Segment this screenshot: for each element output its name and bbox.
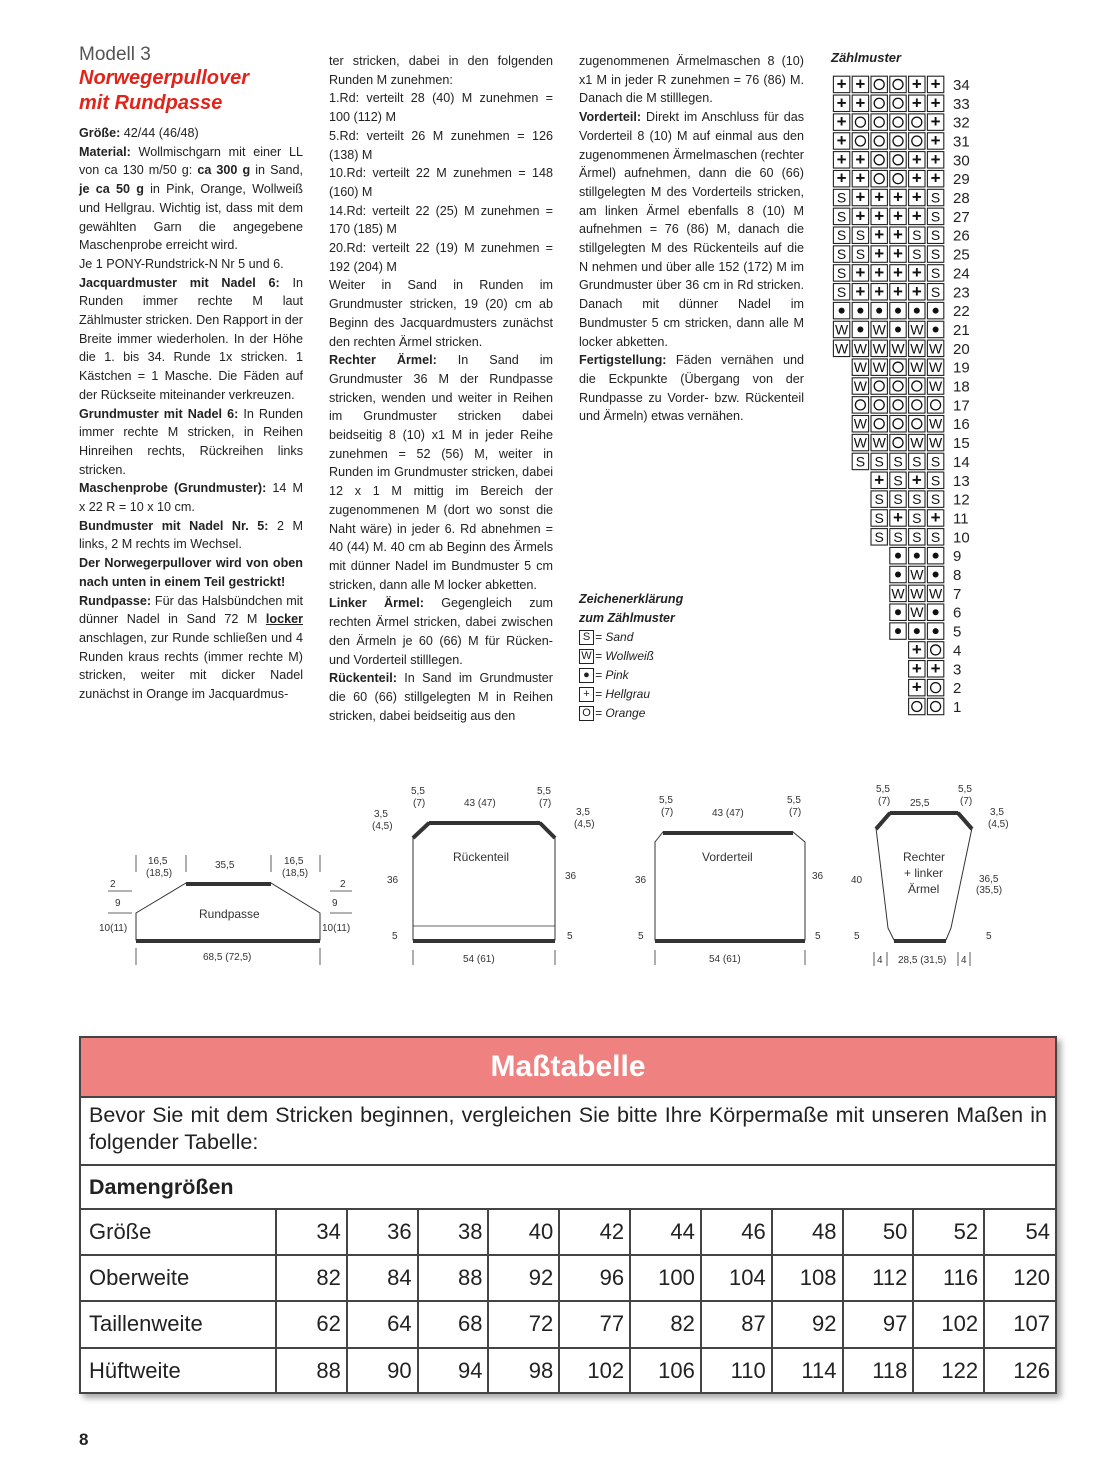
piece-label: + linker [904,866,944,880]
table-cell: 52 [913,1210,984,1255]
table-cell: 112 [843,1255,914,1301]
table-cell: 90 [347,1348,418,1393]
grey-stitch: + [855,93,866,113]
chart-row-number: 16 [953,416,970,434]
table-cell: 107 [984,1301,1055,1347]
chart-row-number: 7 [953,585,962,603]
table-cell: 46 [701,1210,772,1255]
grey-stitch: + [855,187,866,207]
dim: 5,5 [411,786,425,797]
dim: 16,5 [284,856,304,867]
table-title: Maßtabelle [81,1038,1055,1098]
table-cell: 34 [276,1210,347,1255]
dim: 3,5 [374,809,388,820]
size-paragraph: Größe: 42/44 (46/48) [79,126,199,140]
front-schematic [635,795,824,965]
chart-row-number: 6 [953,604,962,622]
table-cell: 72 [488,1301,559,1347]
grey-stitch: + [911,262,922,282]
white-stitch: W [928,434,943,451]
table-cell: 92 [488,1255,559,1301]
dim: 5,5 [876,784,890,795]
sand-stitch: S [836,189,847,206]
sand-stitch: S [893,472,903,489]
finishing-paragraph: Fertigstellung: Fäden vernähen und die Eckpunkte (Übergang von der Rundpasse zu Vorder- bzw. Rückenteil und Ärmeln) etwas vernähen. [579,353,804,424]
sand-stitch: S [893,491,903,508]
table-cell: 48 [772,1210,843,1255]
table-cell: 84 [347,1255,418,1301]
grey-stitch: + [911,639,922,659]
white-stitch: W [928,585,943,602]
grey-stitch: + [855,74,866,94]
sand-stitch: S [836,283,847,300]
grey-stitch: + [911,187,922,207]
dim: 35,5 [215,860,235,871]
table-cell: 126 [1013,1357,1050,1383]
chart-row-number: 18 [953,378,970,396]
grey-stitch: + [855,281,866,301]
chart-row-number: 24 [953,265,970,283]
table-cell: 68 [418,1301,489,1347]
white-stitch: W [853,378,868,395]
grey-stitch: + [836,93,847,113]
dim: 5,5 [787,795,801,806]
sand-stitch: S [930,453,941,470]
sand-stitch: S [855,453,866,470]
chart-row-number: 22 [953,303,970,321]
front-paragraph: Vorderteil: Direkt im Anschluss für das Vorderteil 8 (10) M auf einmal aus den zugenommenen Ärmelmaschen (rechter Ärmel) aufnehmen, dann die 60 (66) stillgelegten M des Vorderteils stricken, am linken Ärmel ebenfalls 8 (10) M aufnehmen = 76 (86) M, danach die stillgelegten M des Rückenteils auf die N nehmen und über alle 152 (172) M im Grundmuster über 36 cm in Rd stricken. Danach mit dünner Nadel im Bundmuster 5 cm stricken, dann alle M locker abketten. [579,110,804,349]
dim: (18,5) [146,868,173,879]
dim: 5 [567,931,573,942]
row-label: Größe [81,1210,276,1255]
sand-stitch: S [912,509,922,526]
sleeve-schematic [851,784,1009,966]
chart-row-number: 4 [953,642,962,660]
dim: 3,5 [576,807,590,818]
sand-stitch: S [930,208,941,225]
dim: 5,5 [958,784,972,795]
table-cell: 98 [488,1348,559,1393]
chart-row-number: 33 [953,95,970,113]
chart-row-number: 23 [953,284,970,302]
grey-stitch: + [836,130,847,150]
table-cell: 122 [913,1348,984,1393]
dim: (4,5) [574,819,595,830]
chart-row-number: 17 [953,397,970,415]
sand-stitch: S [836,264,847,281]
dim: 36 [812,871,824,882]
round-20: 20.Rd: verteilt 22 (19) M zunehmen = 192 (204) M [329,241,553,274]
table-row [81,1348,1055,1393]
chart-row-number: 10 [953,529,970,547]
table-row [81,1210,1055,1255]
increase-intro: ter stricken, dabei in den folgenden Runden M zunehmen: [329,54,553,87]
white-stitch: W [910,321,924,338]
dim: 54 (61) [463,954,495,965]
grey-stitch: + [836,112,847,132]
dim: 43 (47) [464,798,496,809]
chart-row-number: 32 [953,114,970,132]
grey-stitch: + [874,262,885,282]
chart-title: Zählmuster [831,50,902,65]
white-stitch: W [928,415,943,432]
legend-item: W = Wollweiß [579,647,683,666]
table-cell: 104 [701,1255,772,1301]
sand-stitch: S [893,453,903,470]
grey-stitch: + [911,206,922,226]
sand-stitch: S [912,491,922,508]
sand-stitch: S [912,528,922,545]
legend-title: Zeichenerklärung [579,592,684,606]
table-cell: 88 [276,1348,347,1393]
table-cell: 110 [701,1348,772,1393]
dim: (7) [960,796,973,807]
needles-paragraph: Je 1 PONY-Rundstrick-N Nr 5 und 6. [79,256,284,271]
white-stitch: W [834,321,849,338]
right-sleeve-paragraph: Rechter Ärmel: In Sand im Grundmuster 36 M der Rundpasse stricken, wenden und weiter in Reihen im Grundmuster stricken dabei beidseitig 8 (10) x1 M in jeder Reihe zunehmen = 52 (56) M, weiter in Runden im Grundmuster stricken, dabei 12 x 1 M mittig im Bereich der zugenommenen M (dort wo sonst die Naht wäre) in jeder 6. Rd abnehmen = 40 (44) M. 40 cm ab Beginn des Ärmels mit dünner Nadel im Bundmuster 5 cm stricken, dann alle M locker abketten. [329,353,553,592]
sand-stitch: S [874,453,884,470]
sand-stitch: S [912,227,922,244]
dim: 25,5 [910,798,930,809]
dim: 5 [815,931,821,942]
dim: 10(11) [99,923,128,934]
page-number: 8 [79,1430,89,1449]
chart-row-number: 27 [953,208,970,226]
size-grid [81,1210,1055,1393]
grey-stitch: + [893,281,903,301]
chart-row-number: 19 [953,359,970,377]
white-stitch: W [853,359,868,376]
grey-stitch: + [911,470,922,490]
dim: 5 [854,931,860,942]
table-cell: 116 [913,1255,984,1301]
grey-stitch: + [911,149,922,169]
pattern-title: Norwegerpullover mit Rundpasse [79,67,250,114]
grey-stitch: + [930,112,941,132]
continue-paragraph: Weiter in Sand in Runden im Grundmuster stricken, 19 (20) cm ab Beginn des Jacquardmusters zunächst den rechten Ärmel stricken. [329,278,553,349]
yoke-paragraph: Rundpasse: Für das Halsbündchen mit dünner Nadel in Sand 72 M locker anschlagen, zur Runde schließen und 4 Runden kraus rechts (immer rechte M) stricken, weiter mit dicker Nadel zunächst in Orange im Jacquardmus- [79,593,303,702]
table-cell: 102 [913,1301,984,1347]
dim: 40 [851,875,863,886]
dim: 4 [877,955,883,966]
chart-row-number: 9 [953,548,962,566]
chart-row-number: 2 [953,680,962,698]
dim: (7) [878,796,891,807]
dim: 3,5 [990,807,1004,818]
sand-stitch: S [855,246,866,263]
dim: (7) [661,807,674,818]
piece-label: Ärmel [908,882,940,896]
white-stitch: W [910,359,924,376]
piece-label: Rückenteil [453,850,510,864]
table-cell: 118 [843,1348,914,1393]
chart-row-number: 11 [953,510,969,528]
basic-pattern-paragraph: Grundmuster mit Nadel 6: In Runden immer rechte M stricken, in Reihen Hinreihen rechts, Rückreihen links stricken. [79,406,303,477]
white-stitch: W [834,340,849,357]
legend-item: ● = Pink [579,666,683,685]
white-stitch: W [910,585,924,602]
table-cell: 50 [843,1210,914,1255]
grey-stitch: + [930,149,941,169]
dim: 36 [635,875,647,886]
grey-stitch: + [855,262,866,282]
grey-stitch: + [911,74,922,94]
table-cell: 120 [984,1255,1055,1301]
chart-row-number: 21 [953,321,970,339]
table-cell: 82 [276,1255,347,1301]
dim: (18,5) [282,868,309,879]
chart-row-number: 26 [953,227,970,245]
table-cell: 88 [418,1255,489,1301]
white-stitch: W [928,378,943,395]
chart-row-number: 5 [953,623,962,641]
dim: 36 [387,875,399,886]
sand-stitch: S [874,528,884,545]
chart-row-number: 28 [953,190,970,208]
grey-stitch: + [874,187,885,207]
piece-label: Rechter [903,850,946,864]
chart-row-number: 29 [953,171,970,189]
sand-stitch: S [930,491,941,508]
grey-stitch: + [911,658,922,678]
grey-stitch: + [893,187,903,207]
dim: (4,5) [372,821,393,832]
table-cell: 62 [276,1301,347,1347]
table-cell: 97 [843,1301,914,1347]
grey-stitch: + [930,74,941,94]
dim: (4,5) [988,819,1009,830]
back-schematic [372,786,595,965]
dim: 28,5 (31,5) [898,955,947,966]
rib-paragraph: Bundmuster mit Nadel Nr. 5: 2 M links, 2 M rechts im Wechsel. [79,518,303,552]
legend-item: S = Sand [579,628,683,647]
sand-stitch: S [930,189,941,206]
white-stitch: W [910,604,924,621]
sand-stitch: S [912,246,922,263]
table-cell: 40 [488,1210,559,1255]
grey-stitch: + [893,507,903,527]
chart-row-number: 12 [953,491,970,509]
sand-stitch: S [836,208,847,225]
dim: 10(11) [322,923,351,934]
grey-stitch: + [911,677,922,697]
grey-stitch: + [836,74,847,94]
sand-stitch: S [930,264,941,281]
row-label: Taillenweite [81,1301,276,1347]
sand-stitch: S [930,283,941,300]
note-paragraph: Der Norwegerpullover wird von oben nach unten in einem Teil gestrickt! [79,556,303,589]
piece-label: Rundpasse [199,907,260,921]
back-paragraph: Rückenteil: In Sand im Grundmuster die 60 (66) stillgelegten M in Reihen stricken, dabei beidseitig aus den [329,671,553,723]
sand-stitch: S [930,528,941,545]
table-cell: 94 [418,1348,489,1393]
sand-stitch: S [874,509,884,526]
white-stitch: W [928,340,943,357]
table-row [81,1301,1055,1347]
sand-stitch: S [930,227,941,244]
sand-stitch: S [855,227,866,244]
dim: (7) [413,798,426,809]
legend-item: + = Hellgrau [579,685,683,704]
table-cell: 114 [772,1348,843,1393]
white-stitch: W [910,434,924,451]
sand-stitch: S [912,453,922,470]
table-cell: 96 [559,1255,630,1301]
chart-row-number: 31 [953,133,970,151]
table-cell: 42 [559,1210,630,1255]
dim: (7) [539,798,552,809]
sand-stitch: S [836,227,847,244]
dim: 68,5 (72,5) [203,952,252,963]
dim: 36 [565,871,577,882]
dim: (35,5) [976,885,1003,896]
left-sleeve-paragraph: Linker Ärmel: Gegengleich zum rechten Ärmel stricken, dabei zwischen den Ärmeln je 60 (66) M für Rücken- und Vorderteil stilllegen. [329,596,553,667]
chart-row-number: 30 [953,152,970,170]
dim: 5 [638,931,644,942]
table-intro: Bevor Sie mit dem Stricken beginnen, vergleichen Sie bitte Ihre Körpermaße mit unseren Maßen in folgender Tabelle: [81,1098,1055,1166]
chart-row-number: 1 [953,698,962,716]
dim: 16,5 [148,856,168,867]
dim: 5 [392,931,398,942]
chart-row-number: 34 [953,76,970,94]
gauge-paragraph: Maschenprobe (Grundmuster): 14 M x 22 R = 10 x 10 cm. [79,481,304,515]
grey-stitch: + [836,168,847,188]
back-continued: zugenommenen Ärmelmaschen 8 (10) x1 M in jeder R zunehmen = 76 (86) M. Danach die M stilllegen. [579,54,804,106]
grey-stitch: + [874,225,885,245]
white-stitch: W [910,566,924,583]
dim: 36,5 [979,874,999,885]
white-stitch: W [891,585,905,602]
dim: 4 [961,955,967,966]
white-stitch: W [872,359,886,376]
grey-stitch: + [893,244,903,264]
piece-label: Vorderteil [702,850,753,864]
grey-stitch: + [930,168,941,188]
table-cell: 82 [630,1301,701,1347]
legend-item: O = Orange [579,704,683,723]
round-5: 5.Rd: verteilt 26 M zunehmen = 126 (138) M [329,128,553,162]
yoke-schematic [99,855,352,965]
white-stitch: W [853,434,868,451]
grey-stitch: + [893,225,903,245]
table-cell: 64 [347,1301,418,1347]
grey-stitch: + [874,206,885,226]
table-cell: 36 [347,1210,418,1255]
sand-stitch: S [874,491,884,508]
table-cell: 44 [630,1210,701,1255]
grey-stitch: + [930,507,941,527]
grey-stitch: + [855,149,866,169]
table-cell: 100 [630,1255,701,1301]
table-cell: 87 [701,1301,772,1347]
grey-stitch: + [874,244,885,264]
chart-row-number: 3 [953,661,962,679]
jacquard-paragraph: Jacquardmuster mit Nadel 6: In Runden immer rechte M laut Zählmuster stricken. Den Rapport in der Breite immer wiederholen. In der Höhe die 1. bis 34. Runde 1x stricken. 1 Kästchen = 1 Masche. Die Fäden auf der Rückseite miteinander verkreuzen. [79,275,303,402]
chart-row-number: 14 [953,453,970,471]
grey-stitch: + [911,93,922,113]
dim: 2 [340,879,346,890]
dim: 43 (47) [712,808,744,819]
chart-row-number: 13 [953,472,970,490]
row-label: Oberweite [81,1255,276,1301]
table-cell: 92 [772,1301,843,1347]
round-10: 10.Rd: verteilt 22 M zunehmen = 148 (160) M [329,166,553,199]
sand-stitch: S [930,472,941,489]
grey-stitch: + [874,281,885,301]
grey-stitch: + [930,130,941,150]
grey-stitch: + [893,206,903,226]
grey-stitch: + [893,262,903,282]
white-stitch: W [891,340,905,357]
legend-subtitle: zum Zählmuster [579,611,675,625]
grey-stitch: + [911,281,922,301]
white-stitch: W [853,415,868,432]
white-stitch: W [872,340,886,357]
dim: 2 [110,879,116,890]
table-row [81,1255,1055,1301]
sand-stitch: S [930,246,941,263]
grey-stitch: + [836,149,847,169]
model-number: Modell 3 [79,44,151,65]
chart-row-number: 20 [953,340,970,358]
dim: 5,5 [659,795,673,806]
chart-row-number: 15 [953,435,970,453]
white-stitch: W [928,359,943,376]
table-cell: 54 [984,1210,1055,1255]
row-label: Hüftweite [81,1348,276,1393]
table-cell: 38 [418,1210,489,1255]
round-1: 1.Rd: verteilt 28 (40) M zunehmen = 100 (112) M [329,91,553,125]
grey-stitch: + [930,658,941,678]
white-stitch: W [872,321,886,338]
chart-row-number: 25 [953,246,970,264]
sand-stitch: S [893,528,903,545]
dim: (7) [789,807,802,818]
sand-stitch: S [836,246,847,263]
grey-stitch: + [911,168,922,188]
table-cell: 106 [630,1348,701,1393]
dim: 5 [986,931,992,942]
size-table [79,1036,1057,1394]
white-stitch: W [853,340,868,357]
round-14: 14.Rd: verteilt 22 (25) M zunehmen = 170 (185) M [329,203,553,237]
material-paragraph: Material: Wollmischgarn mit einer LL von ca 130 m/50 g: ca 300 g in Sand, je ca 50 g in Pink, Orange, Wollweiß und Hellgrau. Wichtig ist, dass mit dem gewählten Garn die angegebene Maschenprobe erreicht wird. [79,144,303,253]
grey-stitch: + [855,206,866,226]
table-cell: 108 [772,1255,843,1301]
dim: 5,5 [537,786,551,797]
chart-row-number: 8 [953,567,962,585]
white-stitch: W [910,340,924,357]
dim: 9 [332,898,338,909]
grey-stitch: + [874,470,885,490]
dim: 54 (61) [709,954,741,965]
grey-stitch: + [855,168,866,188]
table-subtitle: Damengrößen [81,1166,1055,1210]
table-cell: 77 [559,1301,630,1347]
grey-stitch: + [930,93,941,113]
dim: 9 [115,898,121,909]
white-stitch: W [872,434,886,451]
table-cell: 102 [559,1348,630,1393]
